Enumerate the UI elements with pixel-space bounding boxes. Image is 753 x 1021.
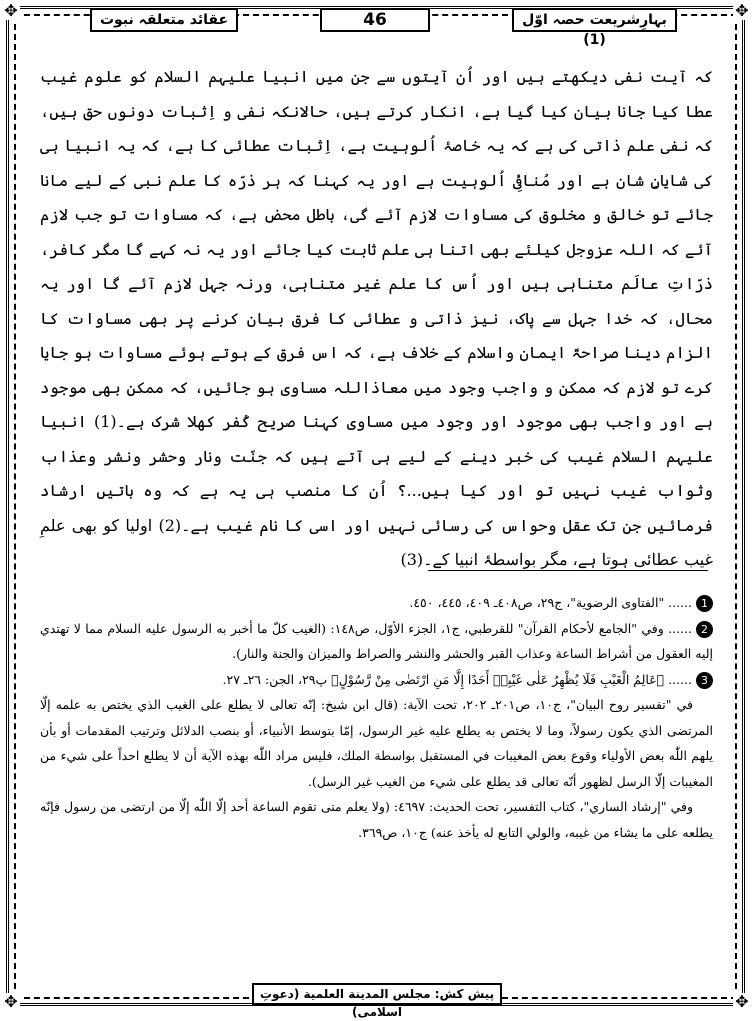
corner-ornament: ✥ (733, 993, 751, 1011)
footnote-number-badge: 3 (696, 672, 713, 689)
footnote-number-badge: 2 (696, 621, 713, 638)
page-header (0, 4, 753, 48)
footnote-continuation: في "تفسير روح البيان"، ج١٠، ص٢٠١ـ ٢٠٢، تحت الآية: (قال ابن شيخ: إنّه تعالى لا يطلع على الغيب الذي يختص به علمه إلّا المرتضى الذي يكون رسولاً، وما لا يختص به يطلع عليه غير الرسول، إمّا بتوسط الأنبياء، أو بنصب الدلائل وترتيب المقدمات أو بأن يلهم اللّٰه بعض الأولياء وقوع بعض المغيبات في المستقبل بواسطة الملك، فليس مراد اللّٰه بهذه الآية أن لا يطلع احداً على شيء من المغيبات إلّا الرسل لظهور أنّه تعالى قد يطلع على شيء من الغيب غير الرسل). (40, 697, 713, 789)
corner-ornament: ✥ (733, 2, 751, 20)
footnote-number-badge: 1 (696, 595, 713, 612)
page-number: 46 (320, 8, 430, 32)
book-title: بہارِشریعت حصہ اوّل (1) (512, 8, 677, 32)
corner-ornament: ✥ (2, 2, 20, 20)
footnote-3: 3...... ﴿عَالِمُ الْغَيْبِ فَلَا يُظْهِرُ عَلٰى غَيْبِهٖ أَحَدًا إِلَّا مَنِ ارْتَضٰى مِنْ رَّسُوْلٍ﴾ پ٢٩، الجن: ٢٦ـ ٢٧. (40, 667, 713, 693)
footnotes (40, 590, 713, 845)
footnote-divider (428, 570, 708, 571)
footnote-1: 1...... "الفتاوى الرضوية"، ج٢٩، ص٤٠٨ـ ٤٠٩، ٤٤٥، ٤٥٠. (40, 590, 713, 616)
footnote-2: 2...... وفي "الجامع لأحكام القرآن" للقرطبي، ج١، الجزء الأوّل، ص١٤٨: (الغيب كلّ ما أخبر به الرسول عليه السلام مما لا تهتدي إليه العقول من أشراط الساعة وعذاب القبر والحشر والنشر والصراط والميزان والجنة والنار). (40, 620, 713, 661)
footer-label: پیش کش: (434, 987, 495, 1001)
body-paragraph: کہ آیت نفی دیکھتے ہیں اور اُن آیتوں سے جن میں انبیا علیہم السلام کو علوم غیب عطا کیا جانا بیان کیا گیا ہے، انکار کرتے ہیں، حالانکہ نفی و اِثبات دونوں حق ہیں، کہ نفی علم ذاتی کی ہے کہ یہ خاصۂ اُلوہیت ہے، اِثبات عطائی کا ہے، کہ یہ انبیا ہی کی شایانِ شان ہے اور مُنافیِٔ اُلوہیت ہے اور یہ کہنا کہ ہر ذرّہ کا علم نبی کے لیے مانا جائے تو خالق و مخلوق کی مساوات لازم آئے گی، باطل محض ہے، کہ مساوات تو جب لازم آئے کہ اللہ عزوجل کیلئے بھی اتنا ہی علم ثابت کیا جائے اور یہ نہ کہے گا مگر کافر، ذرّاتِ عالَم متناہی ہیں اور اُس کا علم غیر متناہی، ورنہ جہل لازم آئے گا اور یہ محال، کہ خدا جہل سے پاک، نیز ذاتی و عطائی کا فرق بیان کرنے پر بھی مساوات کا الزام دینا صراحۃً ایمان واسلام کے خلاف ہے، کہ اس فرق کے ہوتے ہوئے مساوات ہو جایا کرے تو لازم کہ ممکن و واجب وجود میں معاذاللہ مساوی ہو جائیں، کہ ممکن بھی موجود ہے اور واجب بھی موجود اور وجود میں مساوی کہنا صریح کُفر کھلا شرک ہے۔(1) انبیا علیہم السلام غیب کی خبر دینے کے لیے ہی آتے ہیں کہ جنّت ونار وحشر ونشر وعذاب وثواب غیب نہیں تو اور کیا ہیں...؟ اُن کا منصب ہی یہ ہے کہ وہ باتیں ارشاد فرمائیں جن تک عقل وحواس کی رسائی نہیں اور اسی کا نام غیب ہے۔(2) اولیا کو بھی علمِ غیب عطائی ہوتا ہے، مگر بواسطۂ انبیا کے۔(3) (40, 67, 714, 569)
footer-org: (دعوتِ اسلامی) (259, 987, 403, 1019)
footnote-continuation: وفي "إرشاد الساري"، كتاب التفسير، تحت الحديث: ٤٦٩٧: (ولا يعلم متى تقوم الساعة أحد إلّا اللّٰه إلّا من ارتضى من رسول فإنّه يطلعه على ما يشاء من غيبه، والولي التابع له يأخذ عنه) ج١٠، ص٣٦٩. (40, 799, 713, 840)
main-text (40, 60, 713, 578)
corner-ornament: ✥ (2, 993, 20, 1011)
page-footer (252, 983, 502, 1019)
chapter-title: عقائد متعلقہ نبوت (90, 8, 238, 32)
footer-publisher: مجلس المدينة العلمية (303, 987, 431, 1001)
